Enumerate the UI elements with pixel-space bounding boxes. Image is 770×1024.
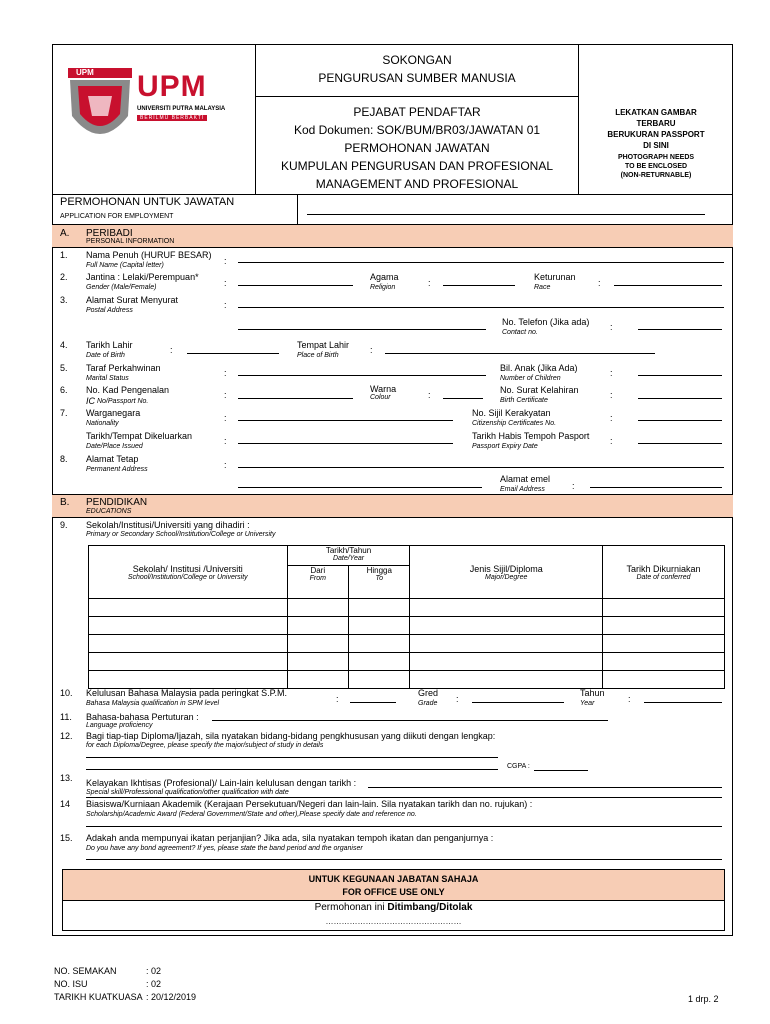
- colon: :: [456, 694, 459, 704]
- schools-label: Sekolah/Institusi/Universiti yang dihadiri :: [86, 520, 250, 530]
- dob-label-en: Date of Birth: [86, 352, 125, 359]
- application-title-en: APPLICATION FOR EMPLOYMENT: [60, 213, 174, 220]
- application-col-divider: [297, 194, 298, 224]
- email-label-en: Email Address: [500, 486, 545, 493]
- row14-number: 14: [60, 799, 71, 809]
- application-title: PERMOHONAN UNTUK JAWATAN: [60, 196, 235, 208]
- col-conferred-label-en: Date of conferred: [636, 573, 691, 581]
- section-b-letter: B.: [60, 497, 70, 508]
- specialisation-label-en: for each Diploma/Degree, please specify the major/subject of study in details: [86, 742, 324, 749]
- marital-status-label-en: Marital Status: [86, 375, 129, 382]
- header-col-divider-right: [578, 44, 579, 194]
- photo-line2: TERBARU: [636, 119, 676, 128]
- photo-line5: PHOTOGRAPH NEEDS: [617, 154, 695, 161]
- scholarship-label-en: Scholarship/Academic Award (Federal Government/State and other),Please specify date and reference no.: [86, 811, 417, 818]
- passport-expiry-label: Tarikh Habis Tempoh Pasport: [472, 431, 590, 441]
- row9-number: 9.: [60, 520, 68, 530]
- col-cert-label-en: Major/Degree: [485, 573, 528, 581]
- languages-field[interactable]: [212, 720, 608, 721]
- footer-effective-value: : 20/12/2019: [146, 992, 197, 1002]
- table-row[interactable]: [89, 635, 725, 653]
- year-field[interactable]: [644, 702, 722, 703]
- header-line5: PERMOHONAN JAWATAN: [344, 141, 490, 155]
- header-line1: SOKONGAN: [382, 53, 452, 67]
- col-date-header: [287, 546, 410, 566]
- colon: :: [610, 413, 613, 423]
- section-b-title: PENDIDIKAN: [86, 497, 148, 508]
- office-use-title-en: FOR OFFICE USE ONLY: [342, 887, 445, 897]
- table-row[interactable]: [89, 671, 725, 689]
- col-cert-label: Jenis Sijil/Diploma: [469, 563, 543, 574]
- phone-field[interactable]: [638, 329, 722, 330]
- schools-label-en: Primary or Secondary School/Institution/College or University: [86, 531, 276, 538]
- colon: :: [428, 278, 431, 288]
- children-label-en: Number of Children: [500, 375, 561, 382]
- colon: :: [428, 390, 431, 400]
- marital-status-label: Taraf Perkahwinan: [86, 363, 161, 373]
- colon: :: [224, 300, 227, 310]
- col-school-header: [89, 546, 288, 599]
- header-line3: PEJABAT PENDAFTAR: [353, 105, 481, 119]
- race-label-en: Race: [534, 284, 551, 291]
- grade-label-en: Grade: [418, 700, 438, 707]
- religion-label: Agama: [370, 272, 399, 282]
- section-a-subtitle: PERSONAL INFORMATION: [86, 238, 175, 245]
- office-use-title: UNTUK KEGUNAAN JABATAN SAHAJA: [308, 874, 479, 884]
- colon: :: [598, 278, 601, 288]
- languages-label: Bahasa-bahasa Pertuturan :: [86, 712, 199, 722]
- race-field[interactable]: [614, 285, 722, 286]
- phone-label: No. Telefon (Jika ada): [502, 317, 590, 327]
- page-number: 1 drp. 2: [688, 994, 719, 1004]
- photo-line1: LEKATKAN GAMBAR: [615, 108, 697, 117]
- colon: :: [224, 413, 227, 423]
- photo-line4: DI SINI: [643, 141, 669, 150]
- col-school-label-en: School/Institution/College or University: [127, 573, 248, 581]
- col-conferred-header: [602, 546, 724, 599]
- permanent-address-label-en: Permanent Address: [86, 466, 148, 473]
- logo-motto-text: BERILMU BERBAKTI: [137, 115, 207, 121]
- colon: :: [224, 390, 227, 400]
- scholarship-field[interactable]: [86, 826, 722, 827]
- ic-label: No. Kad Pengenalan: [86, 385, 170, 395]
- photo-line6: TO BE ENCLOSED: [624, 163, 688, 170]
- table-row[interactable]: [89, 599, 725, 617]
- colon: :: [628, 694, 631, 704]
- photo-line7: (NON-RETURNABLE): [620, 172, 692, 179]
- religion-label-en: Religion: [370, 284, 396, 291]
- col-date-label-en: Date/Year: [332, 555, 365, 562]
- footer-issue-value: : 02: [146, 979, 162, 989]
- gender-field[interactable]: [238, 285, 353, 286]
- ic-label-prefix: IC: [86, 396, 95, 406]
- office-status-options[interactable]: Ditimbang/Ditolak: [387, 902, 473, 913]
- colour-field[interactable]: [443, 398, 483, 399]
- passport-expiry-field[interactable]: [638, 443, 722, 444]
- office-status: [63, 902, 724, 913]
- colon: :: [610, 368, 613, 378]
- passport-expiry-label-en: Passport Expiry Date: [472, 443, 538, 450]
- colon: :: [224, 460, 227, 470]
- footer-revision-value: : 02: [146, 966, 162, 976]
- nationality-field[interactable]: [238, 420, 453, 421]
- permanent-address-field-2[interactable]: [238, 487, 482, 488]
- upm-logo: [64, 66, 249, 158]
- birthplace-label-en: Place of Birth: [297, 352, 339, 359]
- colon: :: [572, 481, 575, 491]
- colon: :: [170, 345, 173, 355]
- section-a-title: PERIBADI: [86, 228, 133, 239]
- gender-label: Jantina : Lelaki/Perempuan*: [86, 272, 199, 282]
- col-to-label: Hingga: [366, 566, 392, 576]
- citizenship-label: No. Sijil Kerakyatan: [472, 408, 551, 418]
- col-from-header: [287, 566, 348, 599]
- full-name-label: Nama Penuh (HURUF BESAR): [86, 250, 212, 260]
- professional-label-en: Special skill/Professional qualification/other qualification with date: [86, 789, 289, 796]
- permanent-address-label: Alamat Tetap: [86, 454, 139, 464]
- spm-label: Kelulusan Bahasa Malaysia pada peringkat S.P.M.: [86, 688, 287, 698]
- nationality-label-en: Nationality: [86, 420, 119, 427]
- header-line4: Kod Dokumen: SOK/BUM/BR03/JAWATAN 01: [293, 123, 541, 137]
- row5-number: 5.: [60, 363, 68, 373]
- postal-address-label-en: Postal Address: [86, 307, 133, 314]
- ic-field[interactable]: [238, 398, 353, 399]
- professional-field-2[interactable]: [86, 797, 722, 798]
- email-label: Alamat emel: [500, 474, 551, 484]
- grade-label: Gred: [418, 688, 439, 698]
- logo-big-text: UPM: [137, 70, 207, 103]
- logo-name-text: UNIVERSITI PUTRA MALAYSIA: [137, 106, 226, 112]
- header-line6: KUMPULAN PENGURUSAN DAN PROFESIONAL: [280, 159, 554, 173]
- row11-number: 11.: [60, 712, 72, 722]
- birth-cert-label-en: Birth Certificate: [500, 397, 548, 404]
- colon: :: [610, 390, 613, 400]
- colon: :: [224, 368, 227, 378]
- footer-effective-label: TARIKH KUATKUASA: [54, 992, 143, 1002]
- table-row[interactable]: [89, 617, 725, 635]
- application-field-line[interactable]: [307, 214, 705, 215]
- bond-field[interactable]: [86, 859, 722, 860]
- spm-field[interactable]: [350, 702, 396, 703]
- ic-label-en: No/Passport No.: [97, 398, 149, 405]
- row12-number: 12.: [60, 731, 73, 741]
- dob-label: Tarikh Lahir: [86, 340, 133, 350]
- cgpa-field[interactable]: [534, 770, 588, 771]
- col-to-header: [349, 566, 410, 599]
- gender-label-en: Gender (Male/Female): [86, 284, 157, 291]
- spm-label-en: Bahasa Malaysia qualification in SPM level: [86, 700, 220, 707]
- col-to-label-en: To: [375, 575, 384, 583]
- colon: :: [224, 256, 227, 266]
- children-label: Bil. Anak (Jika Ada): [500, 363, 578, 373]
- bond-label: Adakah anda mempunyai ikatan perjanjian? Jika ada, sila nyatakan tempoh ikatan dan penganjurnya :: [86, 833, 494, 843]
- year-label: Tahun: [580, 688, 605, 698]
- birthplace-label: Tempat Lahir: [297, 340, 350, 350]
- footer-revision-label: NO. SEMAKAN: [54, 966, 117, 976]
- children-field[interactable]: [638, 375, 722, 376]
- phone-label-en: Contact no.: [502, 329, 538, 336]
- religion-field[interactable]: [443, 285, 515, 286]
- specialisation-field-1[interactable]: [86, 757, 498, 758]
- row10-number: 10.: [60, 688, 73, 698]
- citizenship-label-en: Citizenship Certificates No.: [472, 420, 557, 427]
- row3-number: 3.: [60, 295, 68, 305]
- professional-field-1[interactable]: [368, 787, 722, 788]
- section-b-header: [52, 494, 733, 518]
- colon: :: [610, 322, 613, 332]
- postal-address-label: Alamat Surat Menyurat: [86, 295, 179, 305]
- col-from-label: Dari: [310, 566, 326, 576]
- row8-number: 8.: [60, 454, 68, 464]
- section-b-subtitle: EDUCATIONS: [86, 508, 132, 515]
- cgpa-label: CGPA :: [507, 763, 530, 770]
- specialisation-label: Bagi tiap-tiap Diploma/Ijazah, sila nyatakan bidang-bidang pengkhususan yang diikuti dengan lengkap:: [86, 731, 496, 741]
- row4-number: 4.: [60, 340, 68, 350]
- colon: :: [224, 436, 227, 446]
- birthplace-field[interactable]: [385, 353, 655, 354]
- bond-label-en: Do you have any bond agreement? If yes, please state the band period and the organiser: [86, 845, 363, 852]
- colon: :: [336, 694, 339, 704]
- year-label-en: Year: [580, 700, 595, 707]
- grade-field[interactable]: [472, 702, 564, 703]
- colour-label-en: Colour: [370, 394, 391, 401]
- header-bottom: [52, 194, 733, 195]
- colour-label: Warna: [370, 384, 397, 394]
- languages-label-en: Language proficiency: [86, 722, 153, 729]
- col-from-label-en: From: [309, 575, 326, 583]
- table-row[interactable]: [89, 653, 725, 671]
- full-name-label-en: Full Name (Capital letter): [86, 262, 164, 269]
- marital-status-field[interactable]: [238, 375, 486, 376]
- birth-cert-label: No. Surat Kelahiran: [500, 385, 579, 395]
- row13-number: 13.: [60, 773, 73, 783]
- row1-number: 1.: [60, 250, 68, 260]
- section-a-letter: A.: [60, 228, 70, 239]
- office-dots: ……………………………………………: [325, 917, 462, 926]
- header-divider: [255, 96, 578, 97]
- header-line7: MANAGEMENT AND PROFESIONAL: [315, 177, 519, 191]
- colon: :: [370, 345, 373, 355]
- row6-number: 6.: [60, 385, 68, 395]
- postal-address-field-1[interactable]: [238, 307, 724, 308]
- logo-mark-text: UPM: [76, 68, 94, 77]
- nationality-label: Warganegara: [86, 408, 141, 418]
- photo-line3: BERUKURAN PASSPORT: [607, 130, 705, 139]
- email-field[interactable]: [590, 487, 722, 488]
- birth-cert-field[interactable]: [638, 398, 722, 399]
- col-cert-header: [410, 546, 603, 599]
- colon: :: [610, 436, 613, 446]
- permanent-address-field-1[interactable]: [238, 467, 724, 468]
- issued-label: Tarikh/Tempat Dikeluarkan: [86, 431, 193, 441]
- row2-number: 2.: [60, 272, 68, 282]
- row7-number: 7.: [60, 408, 68, 418]
- footer-issue-label: NO. ISU: [54, 979, 88, 989]
- row15-number: 15.: [60, 833, 73, 843]
- col-conferred-label: Tarikh Dikurniakan: [626, 563, 701, 574]
- issued-field[interactable]: [238, 443, 453, 444]
- specialisation-field-2[interactable]: [86, 769, 498, 770]
- citizenship-field[interactable]: [638, 420, 722, 421]
- colon: :: [224, 278, 227, 288]
- full-name-field[interactable]: [238, 262, 724, 263]
- professional-label: Kelayakan Ikhtisas (Profesional)/ Lain-lain kelulusan dengan tarikh :: [86, 778, 357, 788]
- col-date-label: Tarikh/Tahun: [325, 546, 372, 555]
- issued-label-en: Date/Place Issued: [86, 443, 143, 450]
- scholarship-label: Biasiswa/Kurniaan Akademik (Kerajaan Persekutuan/Negeri dan lain-lain. Sila nyatakan tarikh dan no. rujukan) :: [86, 799, 533, 809]
- race-label: Keturunan: [534, 272, 576, 282]
- office-status-prefix: Permohonan ini: [314, 902, 388, 913]
- col-school-label: Sekolah/ Institusi /Universiti: [132, 563, 243, 574]
- education-table: [88, 545, 725, 689]
- dob-field[interactable]: [187, 353, 279, 354]
- header-line2: PENGURUSAN SUMBER MANUSIA: [318, 71, 516, 85]
- postal-address-field-2[interactable]: [238, 329, 486, 330]
